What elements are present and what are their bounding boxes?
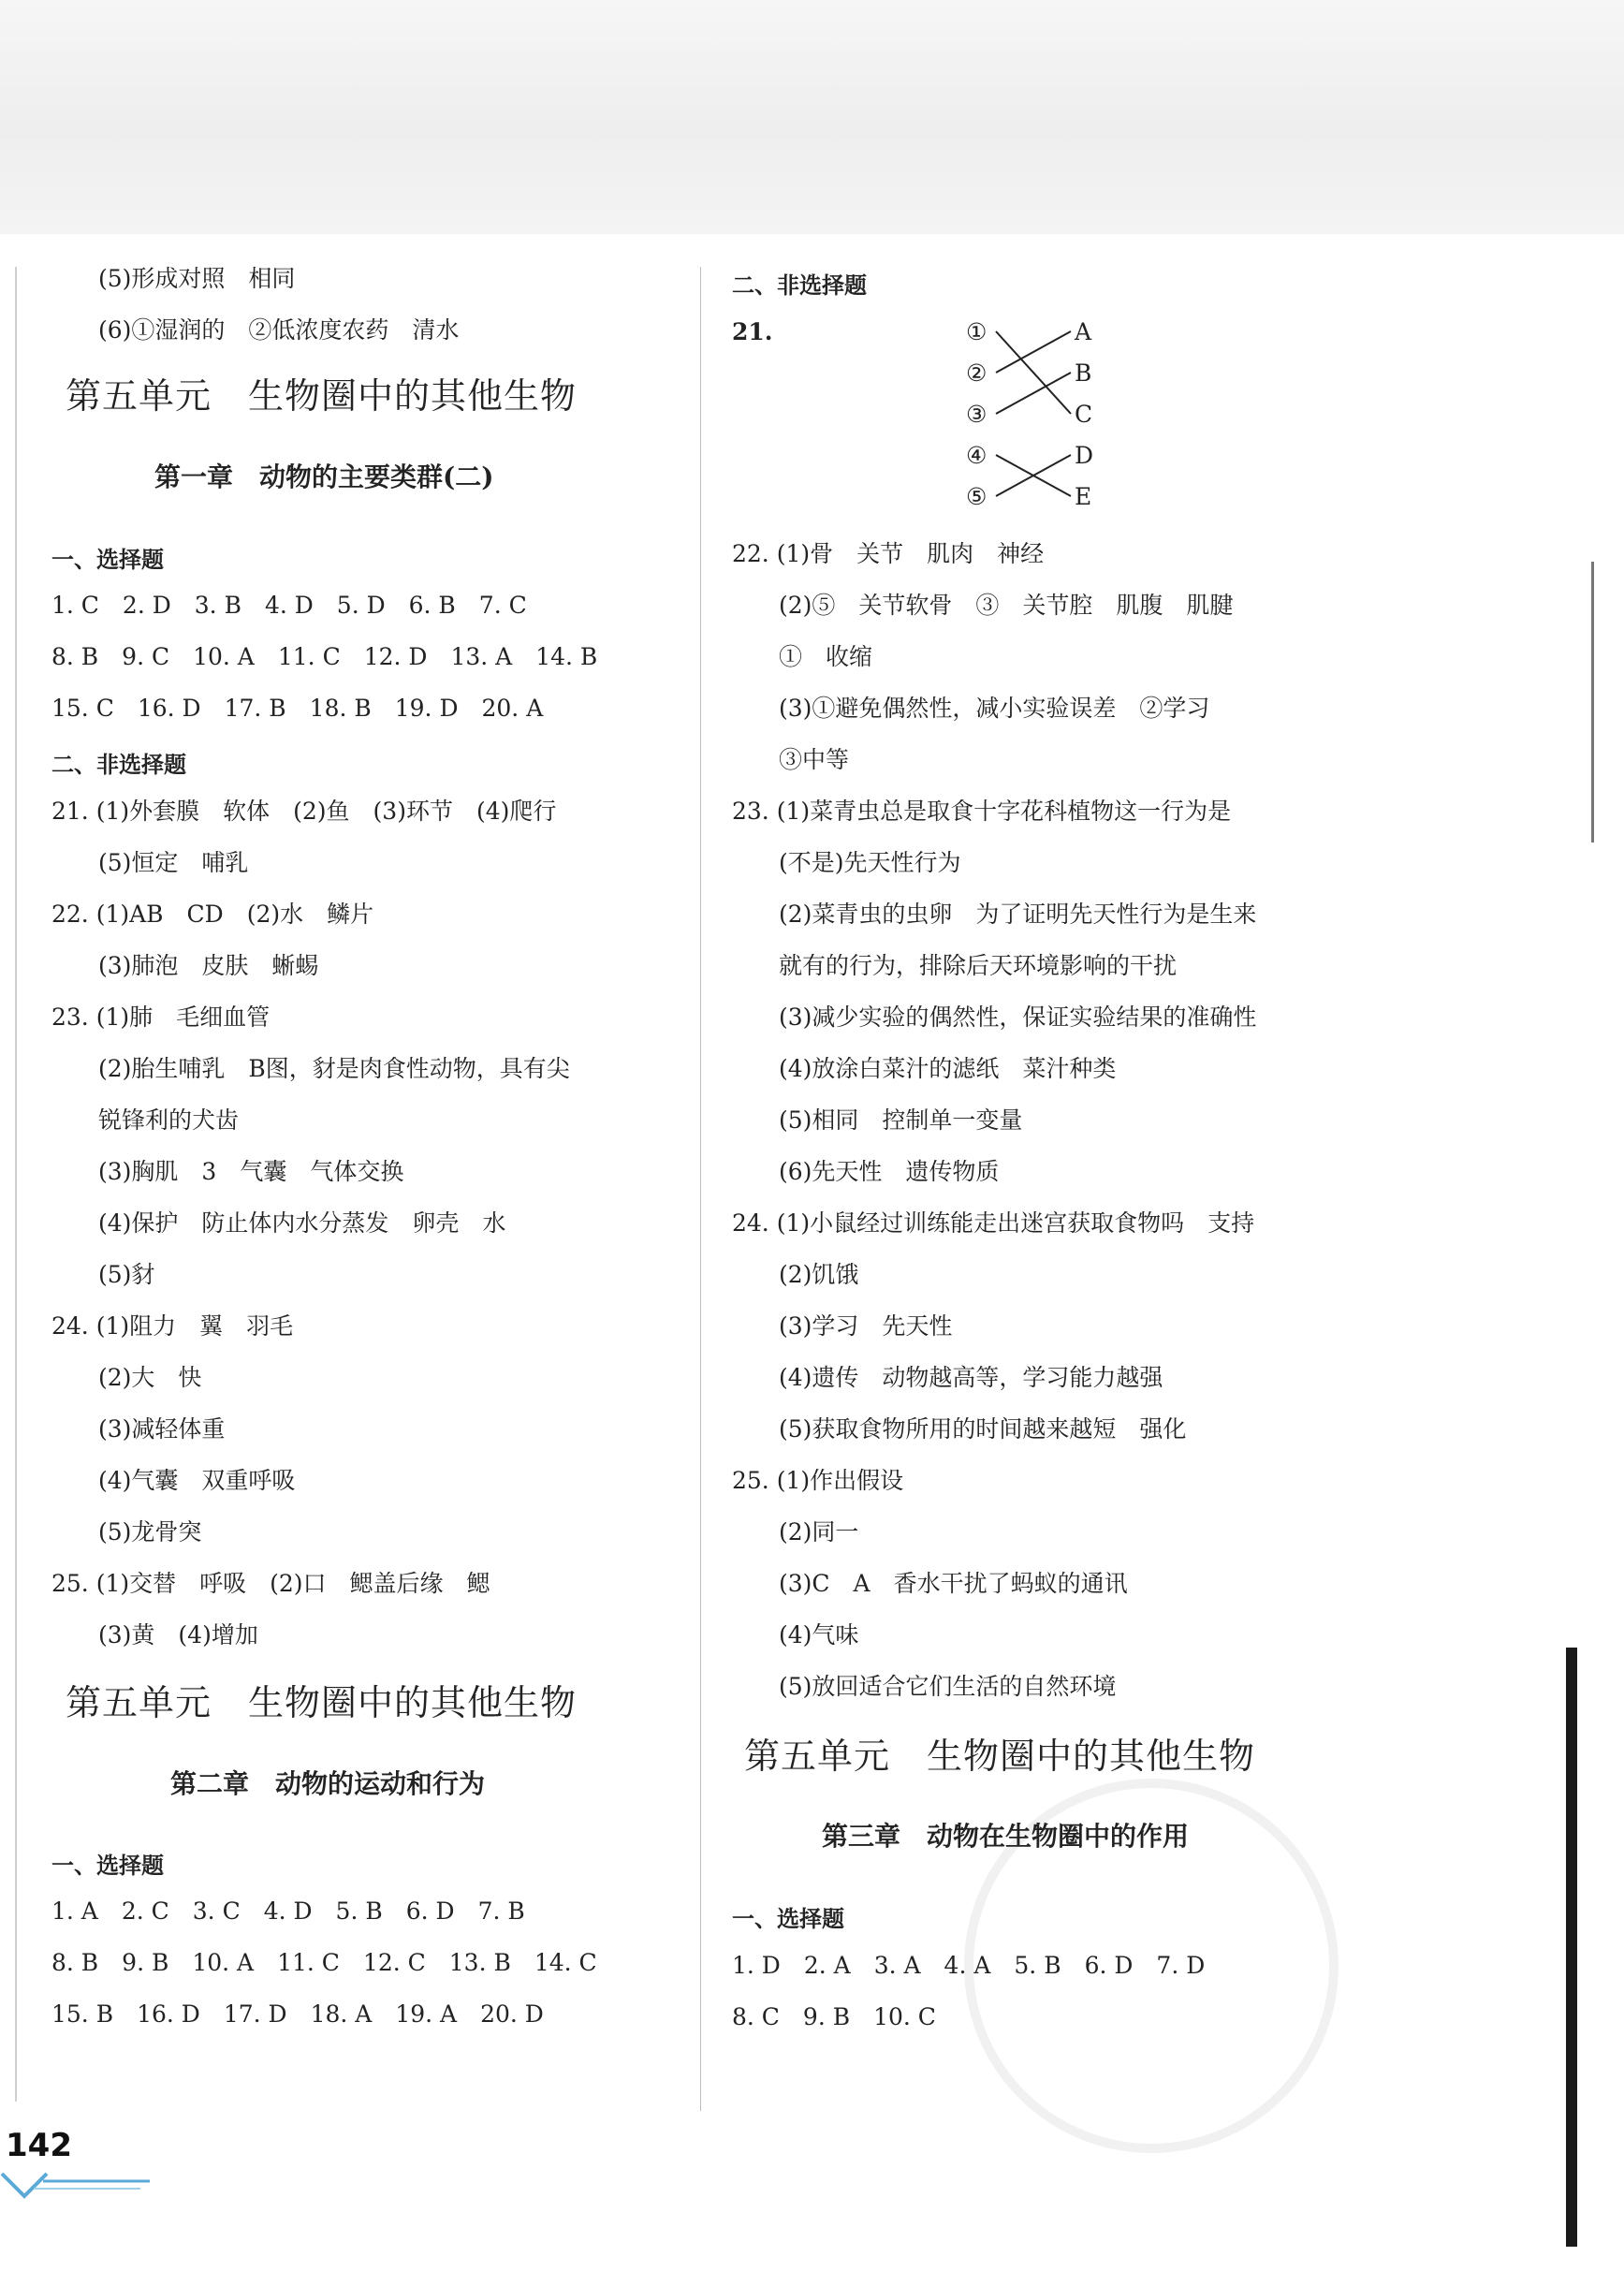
answer-line: 锐锋利的犬齿 [51,1106,240,1134]
answer-line: (5)相同 控制单一变量 [732,1106,1023,1134]
match-right-item: B [1075,359,1092,387]
answer-line: (6)①湿润的 ②低浓度农药 清水 [98,316,460,344]
match-line [996,373,1071,414]
answer-line: (5)形成对照 相同 [98,265,296,292]
answer-line: 24. (1)小鼠经过训练能走出迷宫获取食物吗 支持 [732,1209,1255,1237]
answer-line: 25. (1)交替 呼吸 (2)口 鳃盖后缘 鳃 [51,1570,490,1597]
unit-title: 第五单元 生物圈中的其他生物 [744,1736,1256,1777]
answer-line: (4)保护 防止体内水分蒸发 卵壳 水 [51,1209,506,1237]
mc-answer-row: 15. B 16. D 17. D 18. A 19. A 20. D [51,2000,544,2028]
answer-line: (3)学习 先天性 [732,1312,953,1340]
answer-line: (3)减轻体重 [51,1415,226,1443]
answer-line: (3)C A 香水干扰了蚂蚁的通讯 [732,1570,1128,1597]
answer-line: (5)恒定 哺乳 [51,849,249,876]
section-heading: 一、选择题 [51,547,164,573]
scan-binding-edge [1566,1648,1577,2247]
answer-line: (2)菜青虫的虫卵 为了证明先天性行为是生来 [732,901,1257,928]
mc-answer-row: 1. C 2. D 3. B 4. D 5. D 6. B 7. C [51,592,527,619]
answer-line: 23. (1)菜青虫总是取食十字花科植物这一行为是 [732,798,1232,825]
answer-line: (4)放涂白菜汁的滤纸 菜汁种类 [732,1055,1117,1082]
scan-edge-line [1591,562,1594,842]
mc-answer-row: 8. C 9. B 10. C [732,2003,936,2030]
section-heading: 二、非选择题 [732,272,867,299]
answer-line: (4)气囊 双重呼吸 [51,1467,296,1494]
answer-line: (2)⑤ 关节软骨 ③ 关节腔 肌腹 肌腱 [732,592,1234,619]
chapter-title: 第二章 动物的运动和行为 [170,1768,486,1799]
scan-edge-mark [15,267,17,2102]
answer-line: (4)遗传 动物越高等，学习能力越强 [732,1364,1163,1391]
mc-answer-row: 1. A 2. C 3. C 4. D 5. B 6. D 7. B [51,1897,525,1925]
match-right-item: C [1075,401,1093,428]
answer-line: (3)胸肌 3 气囊 气体交换 [51,1158,404,1185]
match-right-item: D [1075,442,1094,469]
answer-line: 25. (1)作出假设 [732,1467,904,1494]
section-heading: 一、选择题 [732,1906,844,1932]
answer-line: (5)豺 [51,1261,155,1288]
match-left-item: ④ [966,442,988,469]
answer-line: ③中等 [732,746,850,773]
answer-line: (5)龙骨突 [51,1518,202,1546]
scanned-header-band [0,0,1624,234]
mc-answer-row: 8. B 9. B 10. A 11. C 12. C 13. B 14. C [51,1949,597,1976]
mc-answer-row: 15. C 16. D 17. B 18. B 19. D 20. A [51,695,544,722]
match-left-item: ① [966,318,988,345]
match-left-item: ⑤ [966,483,988,510]
answer-line: 21. (1)外套膜 软体 (2)鱼 (3)环节 (4)爬行 [51,798,557,825]
match-line [996,331,1071,373]
section-heading: 一、选择题 [51,1853,164,1879]
answer-line: (2)饥饿 [732,1261,859,1288]
answer-line: (6)先天性 遗传物质 [732,1158,1000,1185]
answer-line: (5)获取食物所用的时间越来越短 强化 [732,1415,1187,1443]
answer-line: 就有的行为，排除后天环境影响的干扰 [732,952,1178,979]
chevron-down-icon [2,2174,47,2196]
chapter-title: 第三章 动物在生物圈中的作用 [822,1821,1190,1852]
mc-answer-row: 1. D 2. A 3. A 4. A 5. B 6. D 7. D [732,1952,1206,1979]
unit-title: 第五单元 生物圈中的其他生物 [66,1682,578,1723]
answer-line: 22. (1)骨 关节 肌肉 神经 [732,540,1045,567]
column-divider [700,267,701,2111]
answer-line: (2)胎生哺乳 B图，豺是肉食性动物，具有尖 [51,1055,570,1082]
answer-line: 24. (1)阻力 翼 羽毛 [51,1312,294,1340]
answer-line: (3)肺泡 皮肤 蜥蜴 [51,952,319,979]
answer-line: (2)大 快 [51,1364,202,1391]
answer-line: (3)①避免偶然性，减小实验误差 ②学习 [732,695,1210,722]
unit-title: 第五单元 生物圈中的其他生物 [66,375,578,417]
answer-line: 23. (1)肺 毛细血管 [51,1004,271,1031]
answer-line: 22. (1)AB CD (2)水 鳞片 [51,901,374,928]
answer-line: (5)放回适合它们生活的自然环境 [732,1673,1117,1700]
mc-answer-row: 8. B 9. C 10. A 11. C 12. D 13. A 14. B [51,643,598,670]
match-left-item: ③ [966,401,988,428]
question-number: 21. [732,318,773,345]
answer-line: (2)同一 [732,1518,859,1546]
matching-lines [992,318,1076,515]
answer-line: ① 收缩 [732,643,873,670]
match-right-item: E [1075,483,1092,510]
page-number: 142 [6,2127,72,2164]
match-left-item: ② [966,359,988,387]
page-corner-decoration [0,2170,159,2207]
match-line [996,331,1071,414]
answer-line: (3)减少实验的偶然性，保证实验结果的准确性 [732,1004,1257,1031]
chapter-title: 第一章 动物的主要类群(二) [154,462,494,492]
answer-line: (不是)先天性行为 [732,849,961,876]
answer-line: (4)气味 [732,1621,859,1648]
answer-line: (3)黄 (4)增加 [51,1621,258,1648]
section-heading: 二、非选择题 [51,752,186,778]
match-right-item: A [1075,318,1092,345]
